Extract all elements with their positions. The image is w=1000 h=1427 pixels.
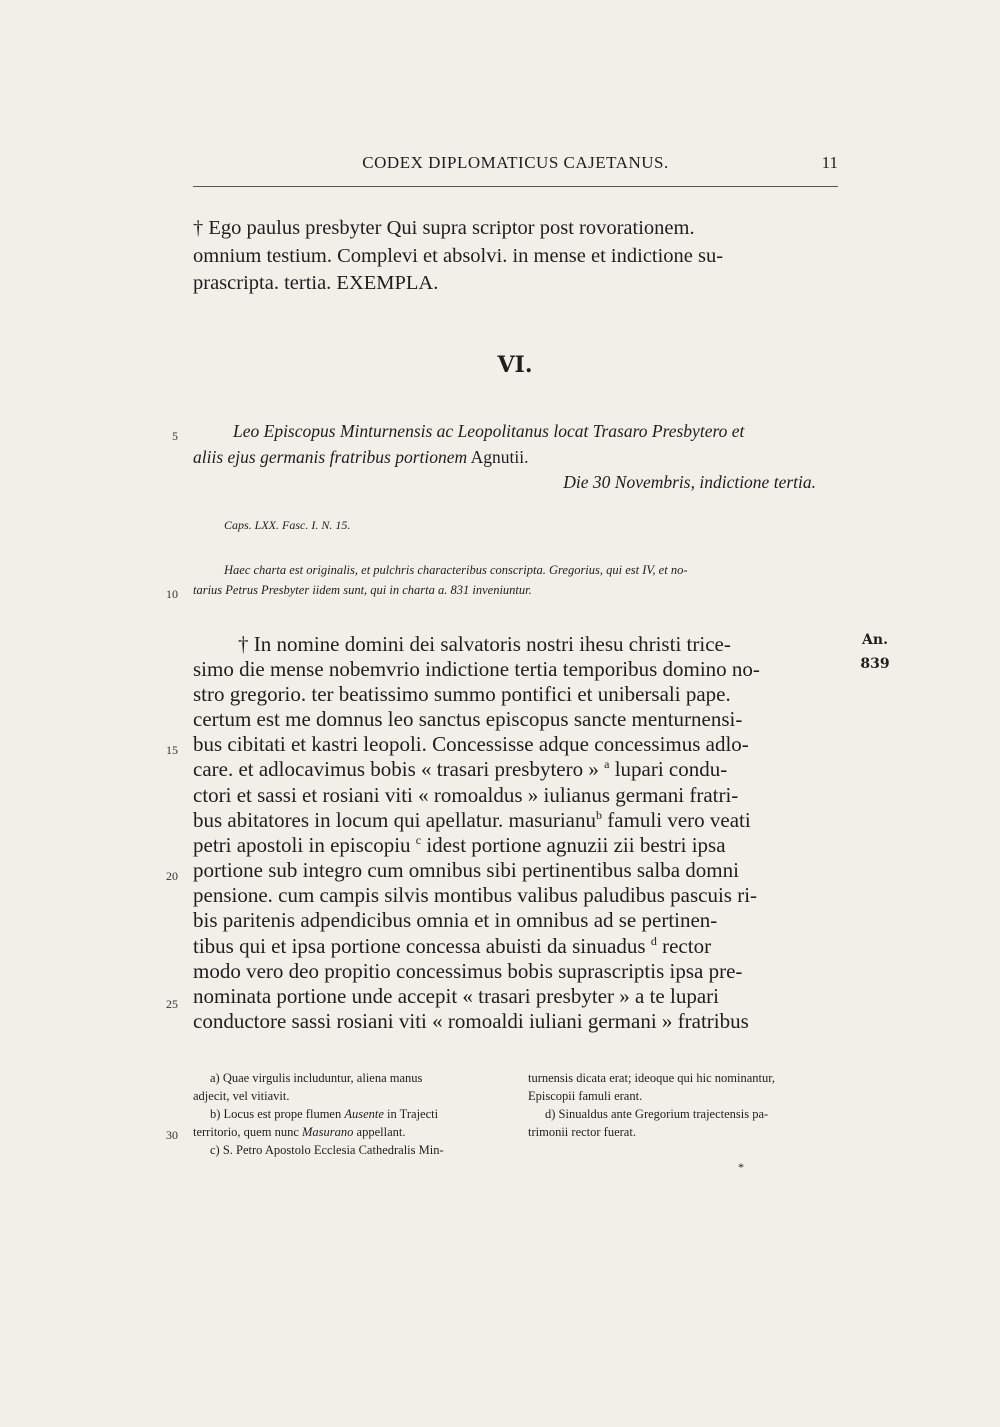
- body-line: nominata portione unde accepit « trasari presbyter » a te lupari: [193, 984, 719, 1008]
- regest-line: [193, 449, 528, 467]
- footnote-line: trimonii rector fuerat.: [528, 1125, 636, 1139]
- body-line: tibus qui et ipsa portione concessa abuisti da sinuadus $^d$ rector: [193, 934, 712, 958]
- line-number: 30: [166, 1128, 178, 1142]
- line-number: 10: [166, 587, 178, 601]
- archive-reference: Caps. LXX. Fasc. I. N. 15.: [224, 518, 351, 532]
- header-rule: [193, 186, 838, 187]
- opening-line: omnium testium. Complevi et absolvi. in mense et indictione su-: [193, 245, 724, 267]
- body-line: modo vero deo propitio concessimus bobis suprascriptis ipsa pre-: [193, 959, 743, 983]
- body-line: bus abitatores in locum qui apellatur. masurianu$^b$ famuli vero veati: [193, 808, 751, 832]
- margin-year-value: 839: [860, 656, 890, 672]
- footnote-marker: a: [604, 757, 610, 771]
- page-number: 11: [821, 153, 838, 172]
- regest-line: Leo Episcopus Minturnensis ac Leopolitanus locat Trasaro Presbytero et: [233, 421, 745, 441]
- description-line: tarius Petrus Presbyter iidem sunt, qui in charta a. 831 inveniuntur.: [193, 583, 532, 597]
- line-number: 20: [166, 869, 178, 883]
- body-line: ctori et sassi et rosiani viti « romoaldus » iulianus germani fratri-: [193, 783, 739, 807]
- body-line: portione sub integro cum omnibus sibi pertinentibus salba domni: [193, 858, 739, 882]
- footnote-line: a) Quae virgulis includuntur, aliena manus: [210, 1071, 423, 1085]
- body-line: stro gregorio. ter beatissimo summo pontifici et unibersali pape.: [193, 682, 731, 706]
- footnote-line: territorio, quem nunc Masurano appellant.: [193, 1125, 406, 1139]
- line-number: 5: [172, 429, 178, 443]
- regest-italic: aliis ejus germanis fratribus portionem: [193, 447, 468, 467]
- body-line: bus cibitati et kastri leopoli. Concessisse adque concessimus adlo-: [193, 732, 749, 756]
- opening-line: † Ego paulus presbyter Qui supra scriptor post rovorationem.: [193, 217, 695, 239]
- body-line: pensione. cum campis silvis montibus valibus paludibus pascuis ri-: [193, 883, 758, 907]
- footnote-marker: c: [415, 833, 422, 847]
- running-title: CODEX DIPLOMATICUS CAJETANUS.: [362, 153, 669, 172]
- opening-line: prascripta. tertia. EXEMPLA.: [193, 272, 439, 294]
- body-line: simo die mense nobemvrio indictione tertia temporibus domino no-: [193, 657, 760, 681]
- line-number: 15: [166, 743, 178, 757]
- body-line: petri apostoli in episcopiu $^c$ idest portione agnuzii zii bestri ipsa: [193, 833, 726, 857]
- footnote-line: turnensis dicata erat; ideoque qui hic nominantur,: [528, 1071, 775, 1085]
- body-line: conductore sassi rosiani viti « romoaldi iuliani germani » fratribus: [193, 1009, 749, 1033]
- line-number: 25: [166, 997, 178, 1011]
- running-head: [193, 153, 838, 179]
- section-number: VI.: [497, 352, 533, 378]
- body-line: † In nomine domini dei salvatoris nostri ihesu christi trice-: [238, 632, 731, 656]
- ornament-star: *: [738, 1160, 744, 1174]
- description-line: Haec charta est originalis, et pulchris characteribus conscripta. Gregorius, qui est IV, et no-: [224, 563, 688, 577]
- body-line: care. et adlocavimus bobis « trasari presbytero » $^a$ lupari condu-: [193, 757, 728, 781]
- footnote-line: c) S. Petro Apostolo Ecclesia Cathedralis Min-: [210, 1143, 444, 1157]
- regest-roman: Agnutii.: [467, 447, 529, 467]
- footnote-line: b) Locus est prope flumen Ausente in Trajecti: [210, 1107, 439, 1121]
- margin-year-label: An.: [862, 632, 888, 648]
- footnote-line: adjecit, vel vitiavit.: [193, 1089, 290, 1103]
- body-line: bis paritenis adpendicibus omnia et in omnibus ad se pertinen-: [193, 908, 718, 932]
- regest-date: Die 30 Novembris, indictione tertia.: [563, 472, 816, 492]
- footnote-line: Episcopii famuli erant.: [528, 1089, 643, 1103]
- footnote-marker: d: [650, 934, 657, 948]
- body-line: certum est me domnus leo sanctus episcopus sancte menturnensi-: [193, 707, 743, 731]
- footnote-line: d) Sinualdus ante Gregorium trajectensis pa-: [545, 1107, 769, 1121]
- footnote-marker: b: [596, 808, 602, 822]
